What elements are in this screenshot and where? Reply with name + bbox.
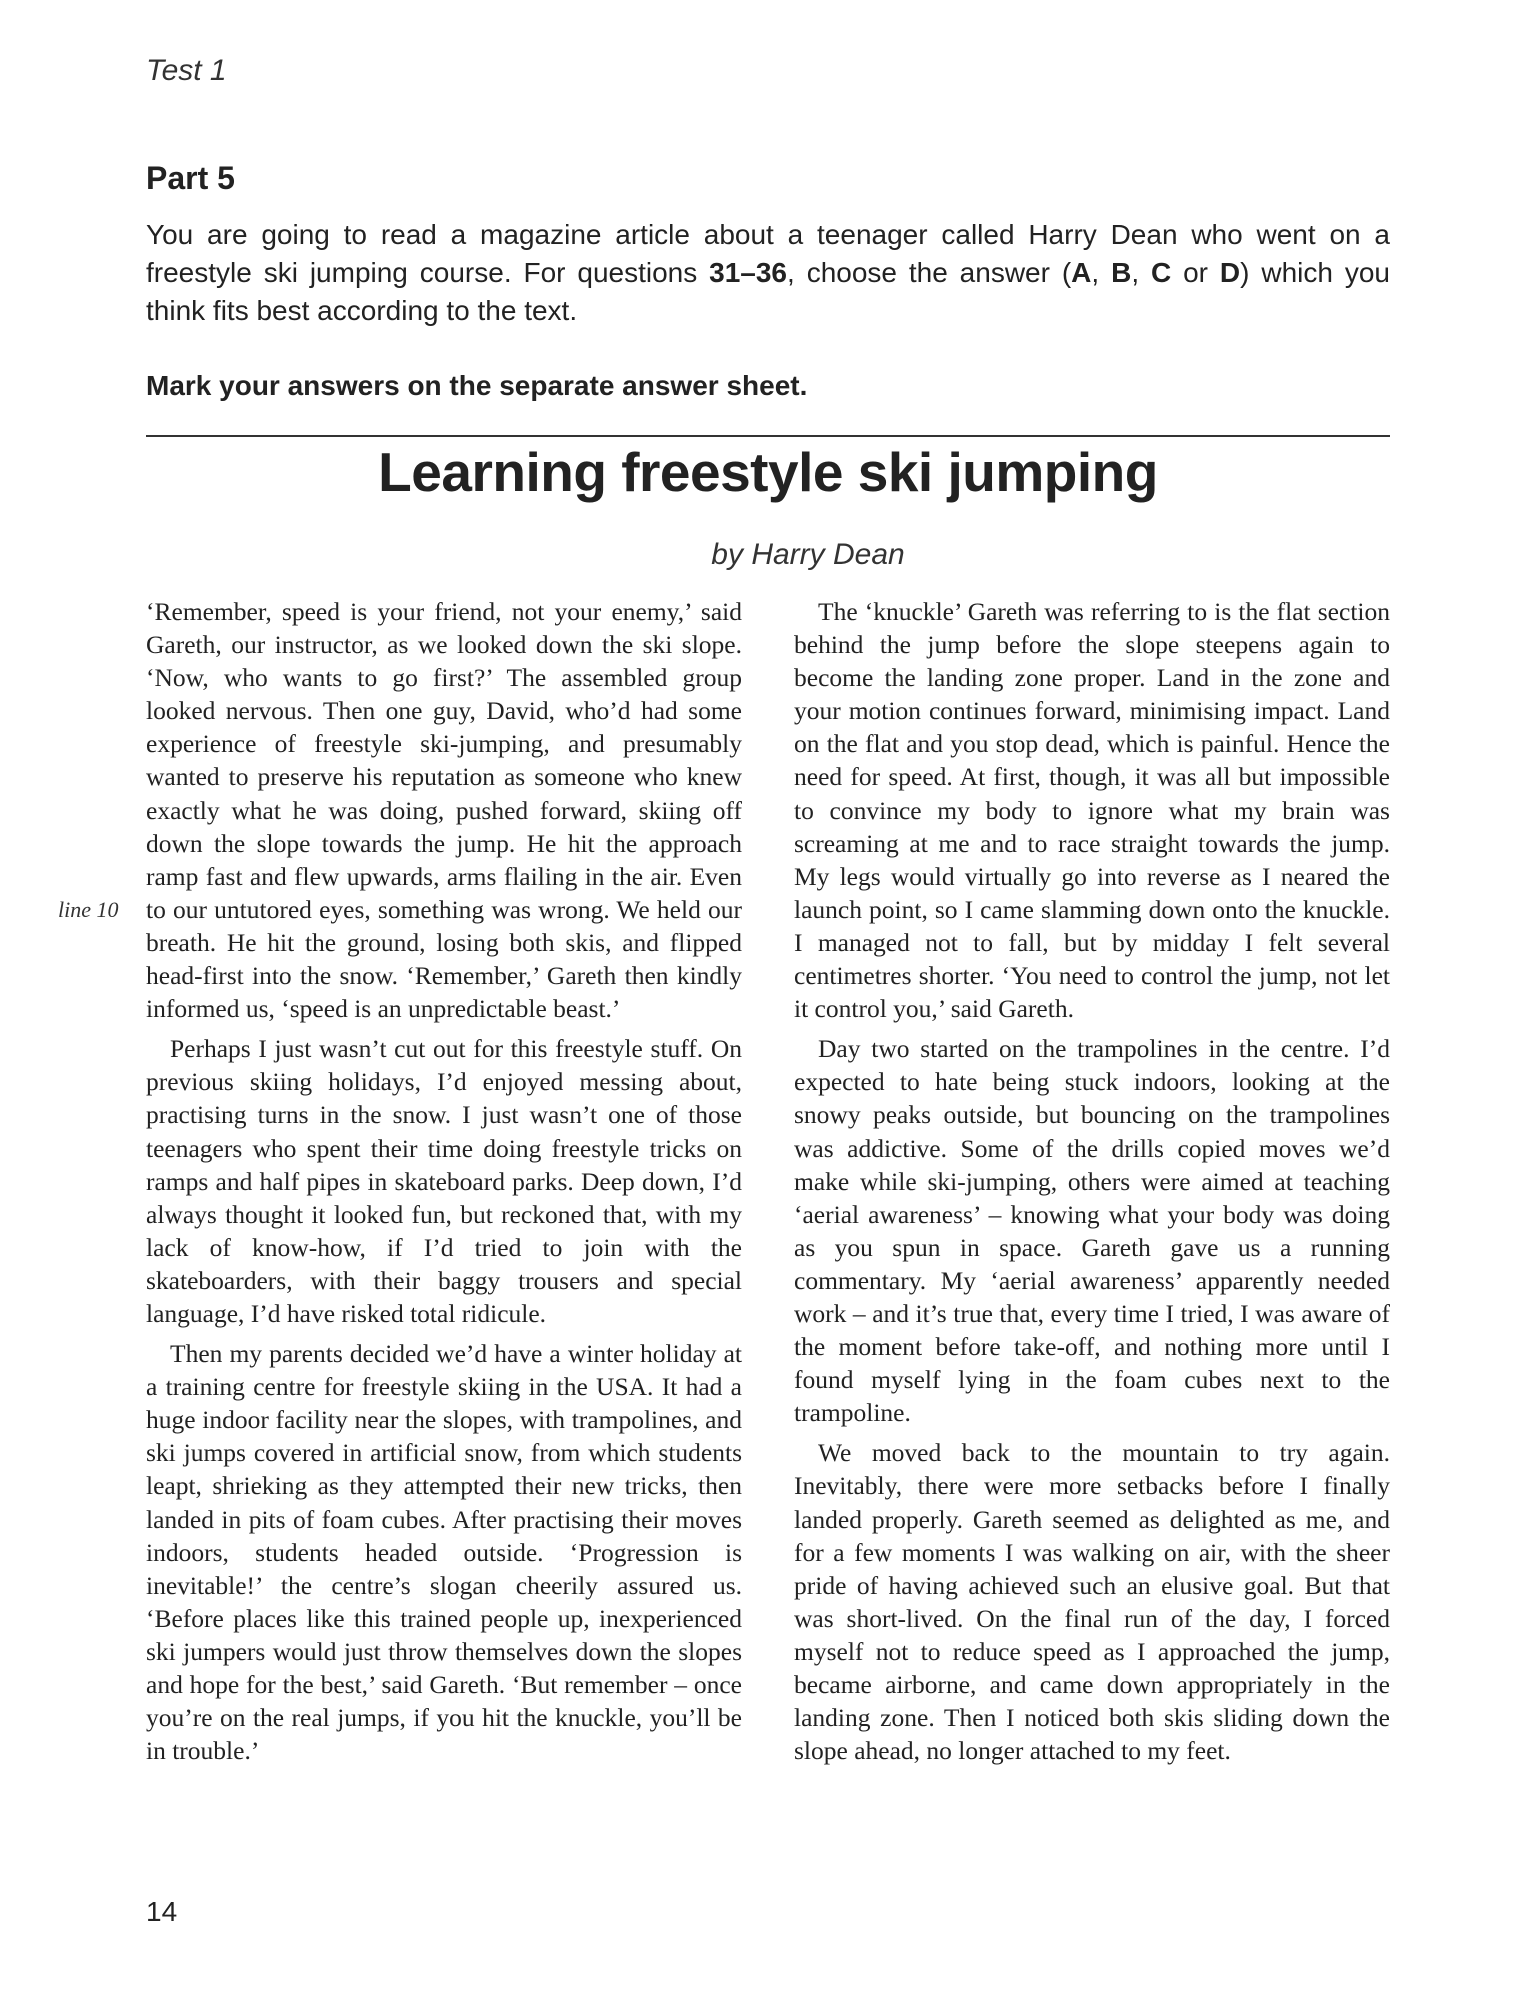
article-byline: by Harry Dean: [711, 538, 905, 571]
option-a: A: [1071, 257, 1092, 288]
paragraph: We moved back to the mountain to try again. Inevitably, there were more setbacks before I finally landed properly. Gareth seemed as delighted as me, and for a few moments I was walking on air, with the sheer pride of having achieved such an elusive goal. But that was short-lived. On the final run of the day, I forced myself not to reduce speed as I approached the jump, became airborne, and came down appropriately in the landing zone. Then I noticed both skis sliding down the slope ahead, no longer attached to my feet.: [794, 1438, 1390, 1766]
paragraph: Then my parents decided we’d have a winter holiday at a training centre for freestyle skiing in the USA. It had a huge indoor facility near the slopes, with trampolines, and ski jumps covered in artificial snow, from which students leapt, shrieking as they attempted their new tricks, then landed in pits of foam cubes. After practising their moves indoors, students headed outside. ‘Progression is inevitable!’ the centre’s slogan cheerily assured us. ‘Before places like this trained people up, inexperienced ski jumpers would just throw themselves down the slopes and hope for the best,’ said Gareth. ‘But remember – once you’re on the real jumps, if you hit the knuckle, you’ll be in trouble.’: [146, 1339, 742, 1766]
option-b: B: [1111, 257, 1132, 288]
page-number: 14: [146, 1896, 178, 1927]
line-10-marker: line 10: [58, 897, 119, 922]
part-heading: Part 5: [146, 160, 235, 196]
instructions-text: [146, 216, 1390, 330]
paragraph: Perhaps I just wasn’t cut out for this freestyle stuff. On previous skiing holidays, I’d enjoyed messing about, practising turns in the snow. I just wasn’t one of those teenagers who spent their time doing freestyle tricks on ramps and half pipes in skateboard parks. Deep down, I’d always thought it looked fun, but reckoned that, with my lack of know-how, if I’d tried to join with the skateboarders, with their baggy trousers and special language, I’d have risked total ridicule.: [146, 1034, 742, 1328]
option-d: D: [1219, 257, 1241, 288]
article-column-right: [794, 595, 1390, 1774]
article-column-left: [146, 595, 742, 1774]
paragraph: ‘Remember, speed is your friend, not your enemy,’ said Gareth, our instructor, as we looked down the ski slope. ‘Now, who wants to go first?’ The assembled group looked nervous. Then one guy, David, who’d had some experience of freestyle ski-jumping, and presumably wanted to preserve his reputation as someone who knew exactly what he was doing, pushed forward, skiing off down the slope towards the jump. He hit the approach ramp fast and flew upwards, arms flailing in the air. Even to our untutored eyes, something was wrong. We held our breath. He hit the ground, losing both skis, and flipped head-first into the snow. ‘Remember,’ Gareth then kindly informed us, ‘speed is an unpredictable beast.’: [146, 597, 742, 1024]
instr-text-1: You are going to read a magazine article about a teenager called Harry Dean who went on a freestyle ski jumping course. For questions: [146, 219, 1390, 288]
mark-answers-note: Mark your answers on the separate answer sheet.: [146, 370, 808, 401]
paragraph: The ‘knuckle’ Gareth was referring to is the flat section behind the jump before the slope steepens again to become the landing zone proper. Land in the zone and your motion continues forward, minimising impact. Land on the flat and you stop dead, which is painful. Hence the need for speed. At first, though, it was all but impossible to convince my body to ignore what my brain was screaming at me and to race straight towards the jump. My legs would virtually go into reverse as I neared the launch point, so I came slamming down onto the knuckle. I managed not to fall, but by midday I felt several centimetres shorter. ‘You need to control the jump, not let it control you,’ said Gareth.: [794, 597, 1390, 1024]
instr-text-4: ) which you think fits best according to the text.: [146, 257, 1390, 326]
header-test-label: Test 1: [146, 54, 227, 87]
instr-sep-2: ,: [1131, 257, 1151, 288]
paragraph: Day two started on the trampolines in the centre. I’d expected to hate being stuck indoors, looking at the snowy peaks outside, but bouncing on the trampolines was addictive. Some of the drills copied moves we’d make while ski-jumping, others were aimed at teaching ‘aerial awareness’ – knowing what your body was doing as you spun in space. Gareth gave us a running commentary. My ‘aerial awareness’ apparently needed work – and it’s true that, every time I tried, I was aware of the moment before take-off, and nothing more until I found myself lying in the foam cubes next to the trampoline.: [794, 1034, 1390, 1428]
question-range: 31–36: [709, 257, 788, 288]
instr-text-3: or: [1171, 257, 1220, 288]
option-c: C: [1150, 257, 1172, 288]
article-title: Learning freestyle ski jumping: [378, 441, 1158, 503]
instr-text-2: , choose the answer (: [787, 257, 1072, 288]
instr-sep-1: ,: [1091, 257, 1112, 288]
section-divider: [146, 435, 1390, 437]
